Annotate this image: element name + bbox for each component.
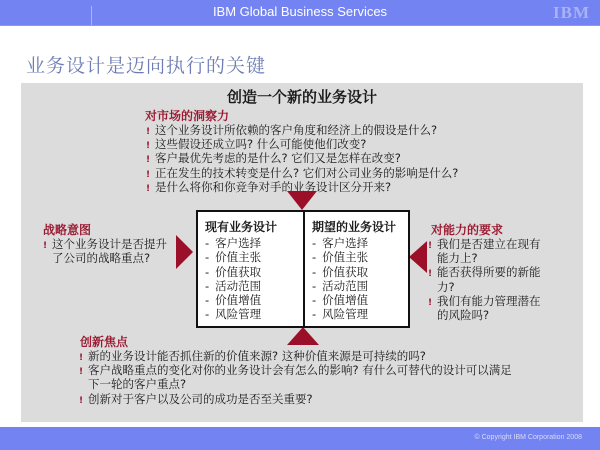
list-item: ! 客户战略重点的变化对你的业务设计会有怎么的影响? 有什么可替代的设计可以满足下一轮的客户重点? — [79, 363, 512, 392]
innovation-list — [79, 349, 519, 406]
arrow-up-icon — [287, 327, 319, 345]
list-item: ! 我们是否建立在现有能力上? — [428, 237, 541, 266]
capability-list — [428, 237, 546, 322]
strategic-intent-heading: 战略意图 — [43, 223, 92, 237]
list-item: ! 新的业务设计能否抓住新的价值来源? 这种价值来源是可持续的吗? — [79, 349, 519, 363]
list-item: - 活动范围 — [205, 278, 262, 293]
bullet-icon: ! — [146, 127, 151, 137]
current-design-title: 现有业务设计 — [205, 220, 278, 234]
list-item: - 风险管理 — [312, 307, 369, 322]
business-design-box — [196, 210, 410, 328]
copyright-text: © Copyright IBM Corporation 2008 — [474, 434, 582, 441]
bullet-icon: ! — [146, 183, 151, 194]
bullet-icon: ! — [79, 353, 84, 363]
market-insight-list — [146, 123, 566, 194]
list-item: - 价值增值 — [205, 293, 262, 308]
list-item: - 客户选择 — [205, 236, 262, 250]
ibm-logo-icon: IBM — [553, 3, 590, 22]
list-item: - 价值获取 — [312, 264, 369, 279]
strategic-intent-list — [43, 237, 175, 265]
current-design-list — [205, 236, 303, 322]
bullet-icon: ! — [79, 395, 84, 406]
desired-design-column — [305, 212, 408, 326]
list-item: - 价值主张 — [205, 250, 262, 265]
list-item: - 活动范围 — [312, 278, 369, 293]
list-item: - 价值获取 — [205, 264, 262, 279]
desired-design-title: 期望的业务设计 — [312, 220, 397, 234]
bullet-icon: ! — [43, 241, 48, 251]
list-item: ! 这个业务设计所依赖的客户角度和经济上的假设是什么? — [146, 123, 566, 137]
bullet-icon: ! — [146, 155, 151, 166]
list-item: ! 我们有能力管理潜在的风险吗? — [428, 293, 541, 323]
arrow-right-icon — [176, 235, 193, 269]
content-panel — [21, 83, 583, 422]
list-item: ! 这个业务设计是否提升了公司的战略重点? — [43, 237, 167, 266]
bullet-icon: ! — [428, 269, 433, 280]
market-insight-heading: 对市场的洞察力 — [145, 109, 230, 123]
desired-design-list — [312, 236, 408, 322]
list-item: ! 客户最优先考虑的是什么? 它们又是怎样在改变? — [146, 151, 566, 165]
bullet-icon: ! — [146, 169, 151, 180]
capability-heading: 对能力的要求 — [431, 223, 504, 237]
list-item: ! 这些假设还成立吗? 什么可能使他们改变? — [146, 137, 566, 151]
bullet-icon: ! — [146, 141, 151, 152]
bullet-icon: ! — [79, 367, 84, 378]
header-title: IBM Global Business Services — [212, 4, 388, 19]
list-item: ! 是什么将你和你竞争对手的业务设计区分开来? — [146, 180, 566, 194]
bullet-icon: ! — [428, 241, 433, 251]
list-item: - 客户选择 — [312, 236, 369, 250]
list-item: - 风险管理 — [205, 307, 262, 322]
list-item: ! 正在发生的技术转变是什么? 它们对公司业务的影响是什么? — [146, 166, 566, 180]
innovation-heading: 创新焦点 — [80, 335, 129, 349]
list-item: - 价值主张 — [312, 250, 369, 265]
page-title: 业务设计是迈向执行的关键 — [26, 55, 267, 77]
header-bar — [0, 0, 600, 26]
panel-title: 创造一个新的业务设计 — [226, 88, 377, 106]
list-item: - 价值增值 — [312, 293, 369, 308]
current-design-column — [198, 212, 305, 326]
list-item: ! 能否获得所要的新能力? — [428, 265, 541, 294]
list-item: ! 创新对于客户以及公司的成功是否至关重要? — [79, 392, 519, 406]
bullet-icon: ! — [428, 297, 433, 308]
arrow-left-icon — [409, 241, 427, 273]
arrow-down-icon — [287, 191, 317, 210]
footer-bar — [0, 427, 600, 450]
